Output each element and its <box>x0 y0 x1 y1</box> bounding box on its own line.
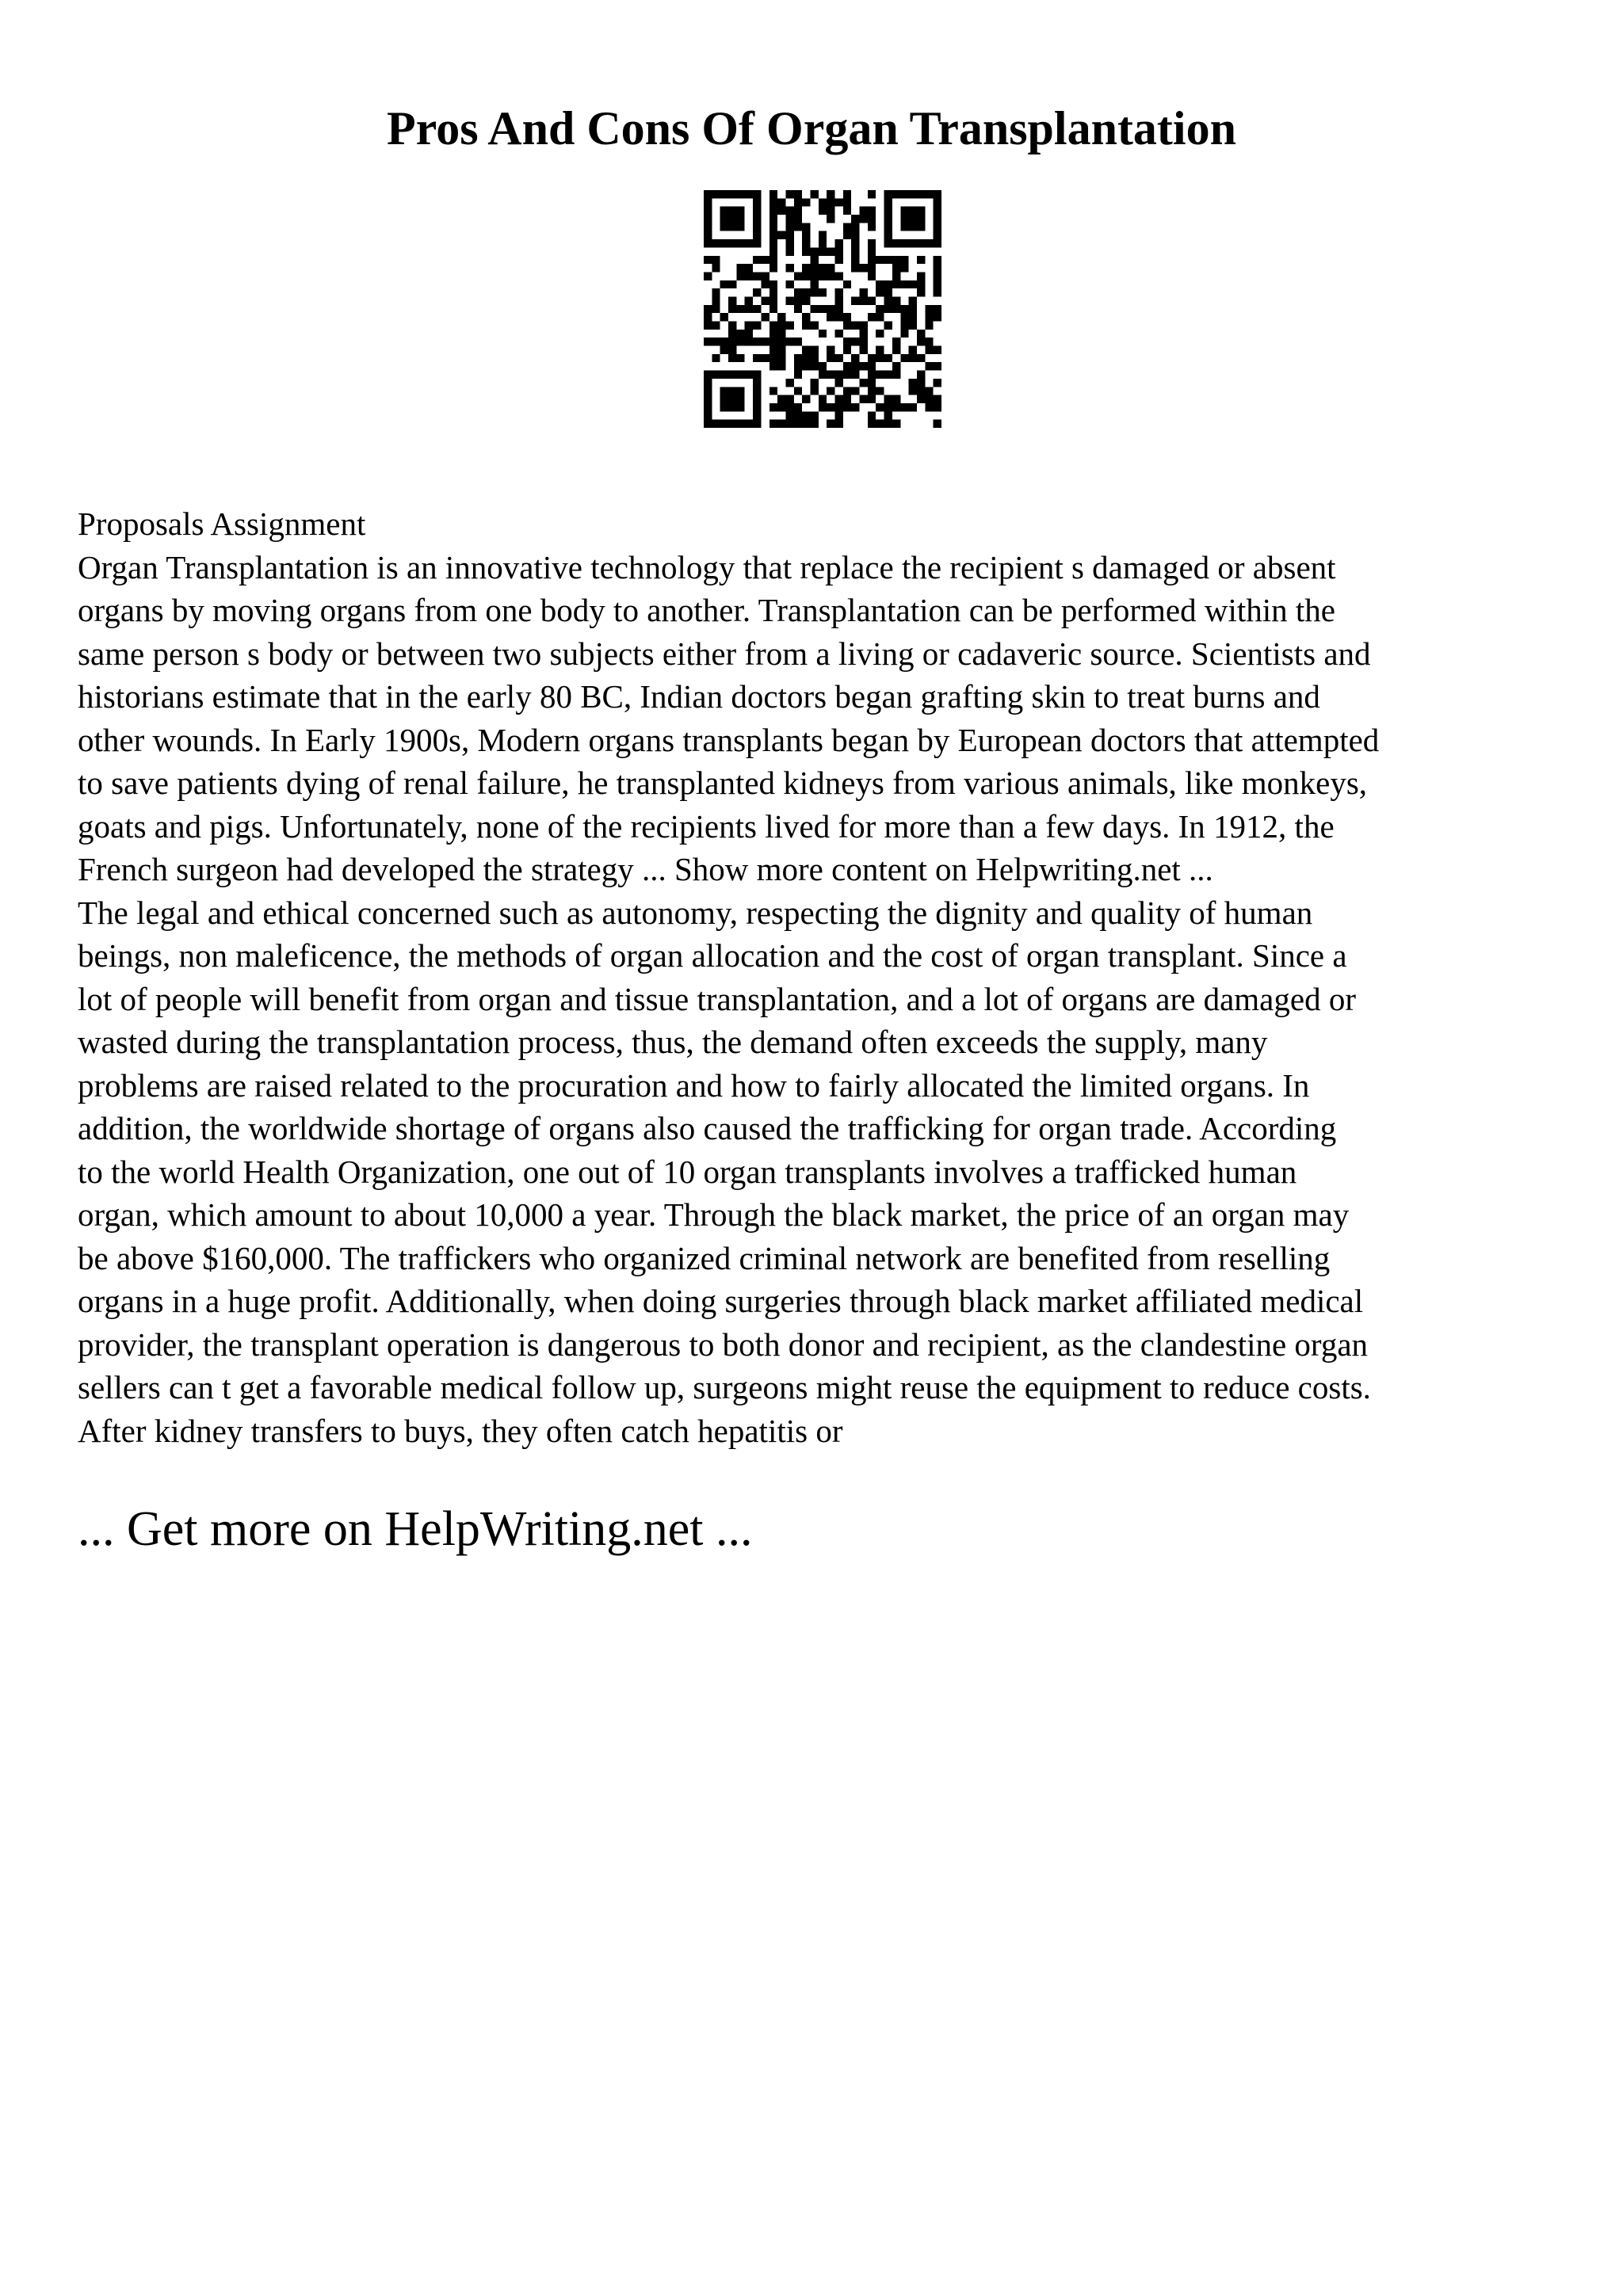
body-line: be above $160,000. The traffickers who organized criminal network are benefited from reselling <box>78 1239 1331 1276</box>
body-line: The legal and ethical concerned such as autonomy, respecting the dignity and quality of human <box>78 894 1313 931</box>
body-line: After kidney transfers to buys, they often catch hepatitis or <box>78 1412 843 1449</box>
document-body <box>78 502 1568 1452</box>
get-more-link[interactable]: ... Get more on HelpWriting.net ... <box>78 1502 753 1556</box>
body-line: other wounds. In Early 1900s, Modern organs transplants began by European doctors that attempted <box>78 721 1380 758</box>
body-line: beings, non maleficence, the methods of organ allocation and the cost of organ transplant. Since a <box>78 937 1347 974</box>
body-line: Proposals Assignment <box>78 505 366 542</box>
body-line: organs in a huge profit. Additionally, when doing surgeries through black market affiliated medical <box>78 1283 1364 1319</box>
body-line: wasted during the transplantation process, thus, the demand often exceeds the supply, many <box>78 1024 1268 1060</box>
body-line: organ, which amount to about 10,000 a year. Through the black market, the price of an organ may <box>78 1196 1350 1233</box>
body-line: same person s body or between two subjects either from a living or cadaveric source. Scientists and <box>78 635 1371 672</box>
body-line: French surgeon had developed the strategy ... Show more content on Helpwriting.net ... <box>78 851 1213 887</box>
body-line: lot of people will benefit from organ and tissue transplantation, and a lot of organs are damaged or <box>78 980 1356 1017</box>
body-line: problems are raised related to the procuration and how to fairly allocated the limited organs. In <box>78 1066 1310 1104</box>
qr-code-icon <box>704 190 941 428</box>
body-line: to save patients dying of renal failure, he transplanted kidneys from various animals, like monkeys, <box>78 765 1368 801</box>
body-line: Organ Transplantation is an innovative technology that replace the recipient s damaged or absent <box>78 548 1336 585</box>
body-line: addition, the worldwide shortage of organs also caused the trafficking for organ trade. According <box>78 1110 1337 1146</box>
body-line: to the world Health Organization, one out of 10 organ transplants involves a trafficked human <box>78 1153 1297 1190</box>
body-line: goats and pigs. Unfortunately, none of the recipients lived for more than a few days. In 1912, the <box>78 807 1335 845</box>
body-line: organs by moving organs from one body to another. Transplantation can be performed within the <box>78 592 1335 628</box>
body-line: sellers can t get a favorable medical follow up, surgeons might reuse the equipment to reduce costs. <box>78 1369 1371 1405</box>
page-title: Pros And Cons Of Organ Transplantation <box>387 102 1236 154</box>
body-line: provider, the transplant operation is dangerous to both donor and recipient, as the clandestine organ <box>78 1325 1369 1363</box>
body-line: historians estimate that in the early 80 BC, Indian doctors began grafting skin to treat burns and <box>78 678 1320 715</box>
